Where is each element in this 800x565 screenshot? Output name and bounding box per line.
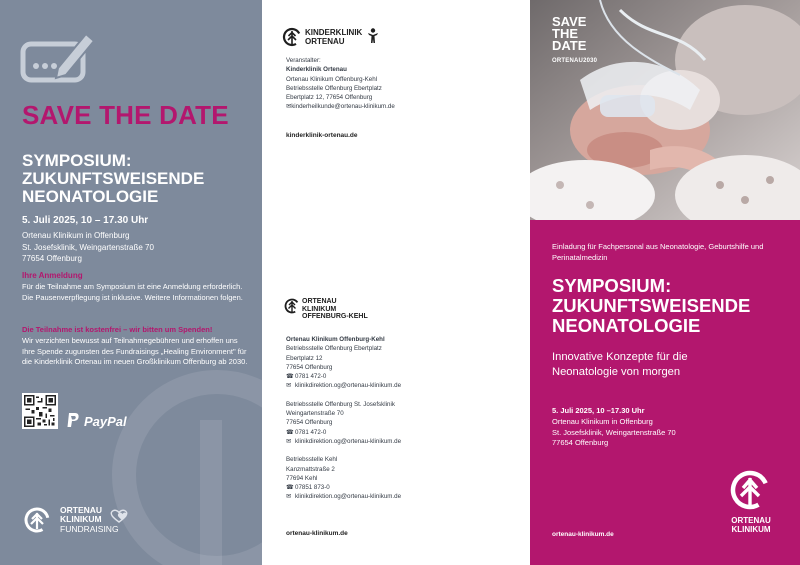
ortenau-klinikum-logo bbox=[726, 468, 774, 512]
mail-icon: ✉ bbox=[286, 437, 292, 445]
mail-icon: ✉ bbox=[286, 493, 292, 501]
address-line: Ebertplatz 12 bbox=[286, 354, 323, 362]
ortenau-klinikum-website-link[interactable]: ortenau-klinikum.de bbox=[286, 530, 348, 537]
phone-icon: ☎ bbox=[286, 373, 294, 381]
email-line[interactable]: ✉ klinikdirektion.og@ortenau-klinikum.de bbox=[286, 382, 402, 390]
cover-panel bbox=[530, 220, 800, 565]
edit-icon bbox=[20, 26, 98, 88]
donation-heading: Die Teilnahme ist kostenfrei – wir bitten um Spenden! bbox=[22, 325, 213, 334]
fundraising-name bbox=[60, 506, 102, 524]
ok-name-line: OFFENBURG-KEHL bbox=[302, 313, 368, 320]
phone-icon: ☎ bbox=[286, 484, 294, 492]
paypal-label[interactable]: PayPal bbox=[84, 414, 127, 429]
mail-icon: ✉ bbox=[286, 103, 292, 111]
cover-title-line: NEONATOLOGIE bbox=[552, 315, 701, 336]
organizer-line: Ebertplatz 12, 77654 Offenburg bbox=[286, 94, 373, 102]
email-line[interactable]: ✉ klinikdirektion.og@ortenau-klinikum.de bbox=[286, 493, 402, 501]
cover-title-line: SYMPOSIUM: bbox=[552, 275, 672, 296]
symposium-title-line: ZUKUNFTSWEISENDE bbox=[22, 169, 205, 188]
middle-panel bbox=[262, 0, 530, 565]
location-line: 77654 Offenburg bbox=[22, 254, 82, 263]
organizer-info bbox=[286, 56, 395, 112]
fundraising-subtitle: FUNDRAISING bbox=[60, 524, 119, 534]
cover-website-link[interactable]: ortenau-klinikum.de bbox=[552, 531, 614, 538]
cover-ortenau-klinikum-name bbox=[724, 517, 778, 534]
cover-location-line: St. Josefsklinik, Weingartenstraße 70 bbox=[552, 427, 676, 437]
address-line: Weingartenstraße 70 bbox=[286, 410, 344, 418]
location-line: St. Josefsklinik, Weingartenstraße 70 bbox=[22, 242, 154, 252]
phone-line[interactable]: ☎0781 472-0 bbox=[286, 428, 327, 436]
symposium-title-line: NEONATOLOGIE bbox=[22, 187, 159, 206]
decorative-ring bbox=[112, 370, 262, 565]
ok-name-line: KLINIKUM bbox=[302, 305, 337, 313]
kinderklinik-name-line: ORTENAU bbox=[305, 37, 345, 46]
organizer-line: Ortenau Klinikum Offenburg-Kehl bbox=[286, 75, 378, 83]
photo-heading-line: SAVE bbox=[552, 14, 587, 29]
symposium-title bbox=[22, 152, 204, 206]
organizer-label: Veranstalter: bbox=[286, 57, 321, 64]
organizer-line: Betriebsstelle Offenburg Ebertplatz bbox=[286, 84, 382, 92]
cover-location-line: 77654 Offenburg bbox=[552, 438, 609, 447]
kinderklinik-name-line: KINDERKLINIK bbox=[305, 28, 363, 37]
cover-ok-name-line: ORTENAU bbox=[731, 516, 771, 525]
address-line: Kanzmattstraße 2 bbox=[286, 465, 335, 473]
paypal-icon bbox=[66, 412, 79, 428]
registration-heading: Ihre Anmeldung bbox=[22, 271, 83, 280]
event-location bbox=[22, 230, 154, 265]
photo-save-the-date bbox=[552, 16, 586, 52]
cover-title-line: ZUKUNFTSWEISENDE bbox=[552, 295, 751, 316]
address-line: Betriebsstelle Offenburg St. Josefsklinik bbox=[286, 400, 395, 408]
address-line: Betriebsstelle Offenburg Ebertplatz bbox=[286, 345, 382, 353]
email-line[interactable]: ✉ klinikdirektion.og@ortenau-klinikum.de bbox=[286, 437, 402, 445]
organizer-name: Kinderklinik Ortenau bbox=[286, 66, 347, 74]
heart-icon bbox=[110, 509, 128, 523]
right-panel bbox=[530, 0, 800, 565]
cover-title bbox=[552, 276, 750, 336]
address-line: Betriebsstelle Kehl bbox=[286, 456, 338, 464]
location-line: Ortenau Klinikum in Offenburg bbox=[22, 231, 130, 240]
address-line: 77654 Offenburg bbox=[286, 363, 333, 371]
decorative-stem bbox=[200, 420, 222, 565]
fundraising-name-line: KLINIKUM bbox=[60, 514, 102, 524]
cover-subtitle-line: Innovative Konzepte für die bbox=[552, 351, 688, 363]
child-figure-icon bbox=[367, 28, 379, 44]
cover-subtitle-line: Neonatologie von morgen bbox=[552, 366, 681, 378]
address-line: 77654 Offenburg bbox=[286, 419, 333, 427]
organizer-email[interactable]: ✉kinderheilkunde@ortenau-klinikum.de bbox=[286, 103, 395, 111]
mail-icon: ✉ bbox=[286, 382, 292, 390]
kinderklinik-website-link[interactable]: kinderklinik-ortenau.de bbox=[286, 132, 358, 139]
symposium-title-line: SYMPOSIUM: bbox=[22, 151, 132, 170]
fundraising-name-line: ORTENAU bbox=[60, 505, 103, 515]
ortenau-klinikum-fundraising-logo bbox=[22, 505, 56, 535]
phone-line[interactable]: ☎0781 472-0 bbox=[286, 373, 327, 381]
event-date: 5. Juli 2025, 10 – 17.30 Uhr bbox=[22, 215, 149, 226]
cover-location bbox=[552, 417, 676, 449]
cover-subtitle bbox=[552, 350, 688, 380]
address-title: Ortenau Klinikum Offenburg-Kehl bbox=[286, 336, 385, 343]
donation-text: Wir verzichten bewusst auf Teilnahmegebühren und erhoffen uns Ihre Spende zugunsten des Fundraisings „Healing Environment" für die Kinderklinik Ortenau im neuen Großklinikum Offenburg ab 2030. bbox=[22, 336, 248, 366]
phone-line[interactable]: ☎07851 873-0 bbox=[286, 484, 330, 492]
qr-code[interactable] bbox=[22, 393, 58, 429]
ortenau-klinikum-logo bbox=[284, 296, 300, 316]
kinderklinik-name bbox=[305, 28, 362, 46]
address-line: 77694 Kehl bbox=[286, 474, 318, 482]
cover-ok-name-line: KLINIKUM bbox=[731, 524, 771, 534]
photo-heading-line: DATE bbox=[552, 38, 587, 53]
save-the-date-heading: SAVE THE DATE bbox=[22, 100, 229, 130]
phone-icon: ☎ bbox=[286, 428, 294, 436]
kinderklinik-ortenau-logo bbox=[282, 26, 302, 48]
left-panel bbox=[0, 0, 262, 565]
cover-location-line: Ortenau Klinikum in Offenburg bbox=[552, 417, 653, 426]
photo-heading-line: THE bbox=[552, 26, 578, 41]
cover-date: 5. Juli 2025, 10 –17.30 Uhr bbox=[552, 406, 645, 415]
invitation-text: Einladung für Fachpersonal aus Neonatologie, Geburtshilfe und Perinatalmedizin bbox=[552, 242, 764, 262]
registration-text: Für die Teilnahme am Symposium ist eine Anmeldung erforderlich. Die Pausenverpflegung ist inklusive. Weitere Informationen folgen. bbox=[22, 282, 243, 302]
address-list bbox=[286, 335, 401, 502]
photo-subheading: ORTENAU2030 bbox=[552, 58, 598, 64]
ortenau-klinikum-name bbox=[302, 298, 368, 321]
ok-name-line: ORTENAU bbox=[302, 298, 337, 305]
